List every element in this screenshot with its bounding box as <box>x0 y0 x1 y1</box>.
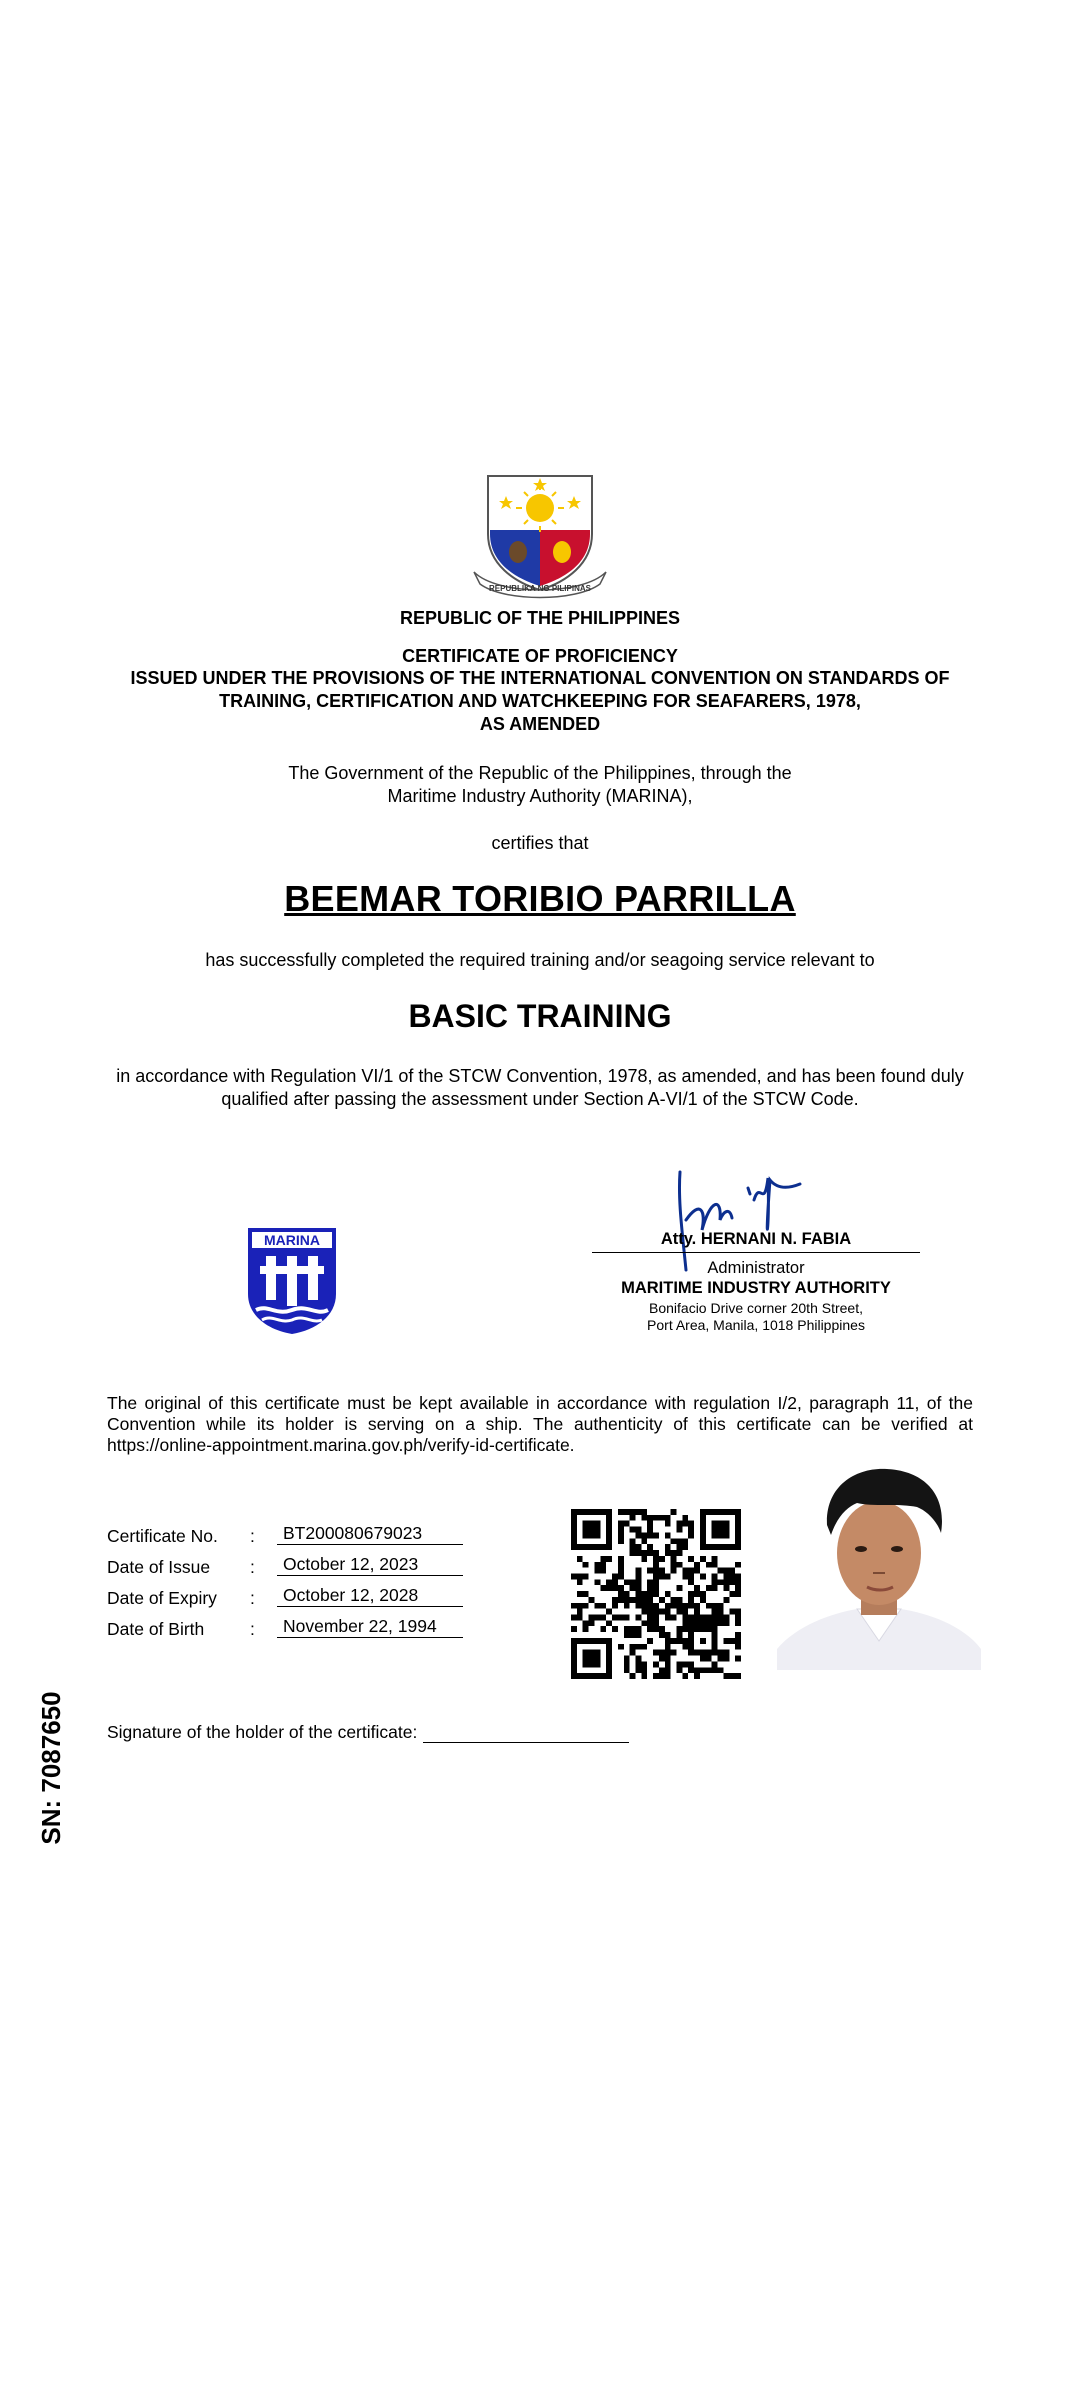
philippine-seal-icon <box>468 468 612 600</box>
signatory-position: Administrator <box>707 1259 805 1277</box>
separator: : <box>250 1619 255 1639</box>
signatory-address-1: Bonifacio Drive corner 20th Street, <box>649 1300 863 1316</box>
convention-line-2: TRAINING, CERTIFICATION AND WATCHKEEPING FOR SEAFARERS, 1978, <box>219 691 861 711</box>
regulation-line-2: qualified after passing the assessment under Section A-VI/1 of the STCW Code. <box>221 1089 859 1109</box>
verification-notice: The original of this certificate must be kept available in accordance with regulation I/2, paragraph 11, of the Convention while its holder is serving on a ship. The authenticity of this certificate can be verified at https://online-appointment.marina.gov.ph/verify-id-certificate. <box>107 1393 973 1455</box>
signatory-block <box>592 1160 920 1333</box>
signatory-name: Atty. HERNANI N. FABIA <box>660 1230 852 1248</box>
intro-line-1: The Government of the Republic of the Philippines, through the <box>288 763 792 783</box>
certifies-text: certifies that <box>491 833 589 853</box>
separator: : <box>250 1588 255 1608</box>
holder-signature-line <box>423 1724 629 1743</box>
convention-line-1: ISSUED UNDER THE PROVISIONS OF THE INTERNATIONAL CONVENTION ON STANDARDS OF <box>130 668 950 688</box>
marina-logo-text: MARINA <box>264 1232 320 1248</box>
holder-photo <box>777 1463 981 1670</box>
marina-logo-icon <box>246 1226 338 1336</box>
certificate-no-value: BT200080679023 <box>277 1522 463 1545</box>
signatory-address-2: Port Area, Manila, 1018 Philippines <box>647 1317 865 1333</box>
holder-signature-label: Signature of the holder of the certificate: <box>107 1722 418 1742</box>
verification-qr-code-icon <box>571 1509 741 1679</box>
issue-date-label: Date of Issue <box>107 1557 211 1577</box>
certificate-no-label: Certificate No. <box>107 1526 218 1546</box>
course-title: BASIC TRAINING <box>408 998 672 1034</box>
expiry-date-label: Date of Expiry <box>107 1588 217 1608</box>
convention-line-3: AS AMENDED <box>479 714 601 734</box>
issue-date-value: October 12, 2023 <box>277 1553 463 1576</box>
serial-number: SN: 7087650 <box>36 1691 66 1845</box>
signatory-agency: MARITIME INDUSTRY AUTHORITY <box>621 1279 891 1297</box>
separator: : <box>250 1557 255 1577</box>
completed-text: has successfully completed the required training and/or seagoing service relevant to <box>205 950 875 970</box>
seal-motto: REPUBLIKA NG PILIPINAS <box>489 584 591 593</box>
certificate-title: CERTIFICATE OF PROFICIENCY <box>402 646 678 666</box>
birth-date-value: November 22, 1994 <box>277 1615 463 1638</box>
separator: : <box>250 1526 255 1546</box>
expiry-date-value: October 12, 2028 <box>277 1584 463 1607</box>
holder-name: BEEMAR TORIBIO PARRILLA <box>284 878 796 919</box>
intro-line-2: Maritime Industry Authority (MARINA), <box>387 786 693 806</box>
country-heading: REPUBLIC OF THE PHILIPPINES <box>399 608 681 628</box>
birth-date-label: Date of Birth <box>107 1619 205 1639</box>
regulation-line-1: in accordance with Regulation VI/1 of the STCW Convention, 1978, as amended, and has been found duly <box>116 1066 964 1086</box>
holder-signature-field <box>107 1722 629 1743</box>
